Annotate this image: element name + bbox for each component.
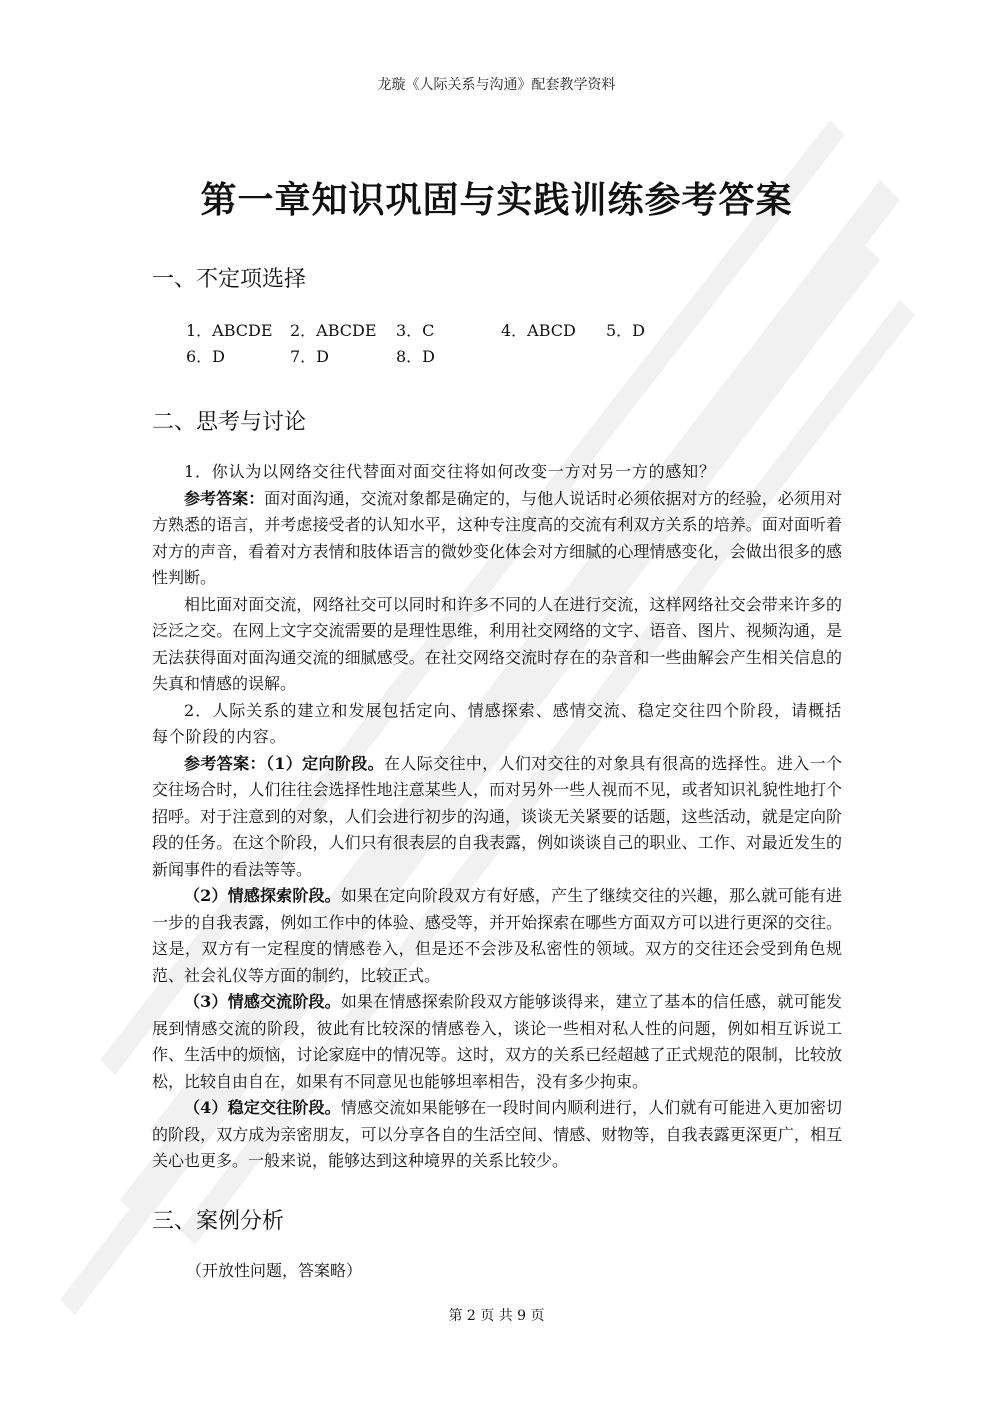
stage-2-title: （2）情感探索阶段。 — [184, 886, 341, 905]
page-header: 龙璇《人际关系与沟通》配套教学资料 — [377, 77, 616, 93]
stage-4-text: 情感交流如果能够在一段时间内顺利进行，人们就有可能进入更加密切的阶段，双方成为亲密朋友，可以分享各自的生活空间、情感、财物等，自我表露更深更广，相互关心也更多。一般来说，能够达到这种境界的关系比较少。 — [152, 1098, 842, 1170]
answer-8: 8．D — [396, 347, 436, 366]
question-2: 2．人际关系的建立和发展包括定向、情感探索、感情交流、稳定交往四个阶段，请概括每个阶段的内容。 — [152, 700, 842, 746]
question-1: 1．你认为以网络交往代替面对面交往将如何改变一方对另一方的感知？ — [184, 462, 716, 481]
answer-4: 4．ABCD — [501, 321, 576, 340]
question-1-answer — [152, 486, 842, 592]
section-heading-discussion: 二、思考与讨论 — [152, 410, 307, 435]
discussion-body — [152, 459, 842, 1175]
answer-7: 7．D — [290, 347, 330, 366]
answer-6: 6．D — [186, 347, 226, 366]
stage-1 — [152, 751, 842, 884]
answer-paragraph-1: 面对面沟通，交流对象都是确定的，与他人说话时必须依据对方的经验，必须用对方熟悉的语言，并考虑接受者的认知水平，这种专注度高的交流有利双方关系的培养。面对面听着对方的声音，看着对方表情和肢体语言的微妙变化体会对方细腻的心理情感变化，会做出很多的感性判断。 — [152, 488, 842, 587]
page-title: 第一章知识巩固与实践训练参考答案 — [200, 180, 793, 221]
answer-1: 1．ABCDE — [186, 321, 273, 340]
stage-2 — [152, 883, 842, 989]
answer-3: 3．C — [396, 321, 435, 340]
stage-3-title: （3）情感交流阶段。 — [184, 992, 341, 1011]
stage-1-text: 在人际交往中，人们对交往的对象具有很高的选择性。进入一个交往场合时，人们往往会选择性地注意某些人，而对另外一些人视而不见，或者知识礼貌性地打个招呼。对于注意到的对象，人们会进行初步的沟通，谈谈无关紧要的话题，这些活动，就是定向阶段的任务。在这个阶段，人们只有很表层的自我表露，例如谈谈自己的职业、工作、对最近发生的新闻事件的看法等等。 — [152, 753, 842, 879]
stage-4 — [152, 1095, 842, 1175]
answer-2: 2．ABCDE — [290, 321, 377, 340]
answer-5: 5．D — [606, 321, 646, 340]
stage-2-text: 如果在定向阶段双方有好感，产生了继续交往的兴趣，那么就可能有进一步的自我表露，例如工作中的体验、感受等，并开始探索在哪些方面双方可以进行更深的交往。这是，双方有一定程度的情感卷入，但是还不会涉及私密性的领域。双方的交往还会受到角色规范、社会礼仪等方面的制约，比较正式。 — [152, 886, 842, 985]
answer-paragraph-2: 相比面对面交流，网络社交可以同时和许多不同的人在进行交流，这样网络社交会带来许多的泛泛之交。在网上文字交流需要的是理性思维，利用社交网络的文字、语音、图片、视频沟通，是无法获得面对面沟通交流的细腻感受。在社交网络交流时存在的杂音和一些曲解会产生相关信息的失真和情感的误解。 — [152, 594, 842, 693]
answer-label: 参考答案： — [184, 488, 265, 508]
section-heading-choice: 一、不定项选择 — [152, 267, 307, 292]
stage-3-text: 如果在情感探索阶段双方能够谈得来，建立了基本的信任感，就可能发展到情感交流的阶段，彼此有比较深的情感卷入，谈论一些相对私人性的问题，例如相互诉说工作、生活中的烦恼，讨论家庭中的情况等。这时，双方的关系已经超越了正式规范的限制，比较放松，比较自由自在，如果有不同意见也能够坦率相告，没有多少拘束。 — [152, 992, 842, 1091]
page-footer: 第 2 页 共 9 页 — [448, 1308, 545, 1324]
section-heading-case: 三、案例分析 — [152, 1209, 285, 1234]
stage-1-title: （1）定向阶段。 — [265, 753, 384, 773]
case-note: （开放性问题，答案略） — [186, 1261, 363, 1280]
stage-4-title: （4）稳定交往阶段。 — [184, 1098, 341, 1117]
stage-3 — [152, 989, 842, 1095]
answer-label: 参考答案： — [184, 753, 266, 773]
